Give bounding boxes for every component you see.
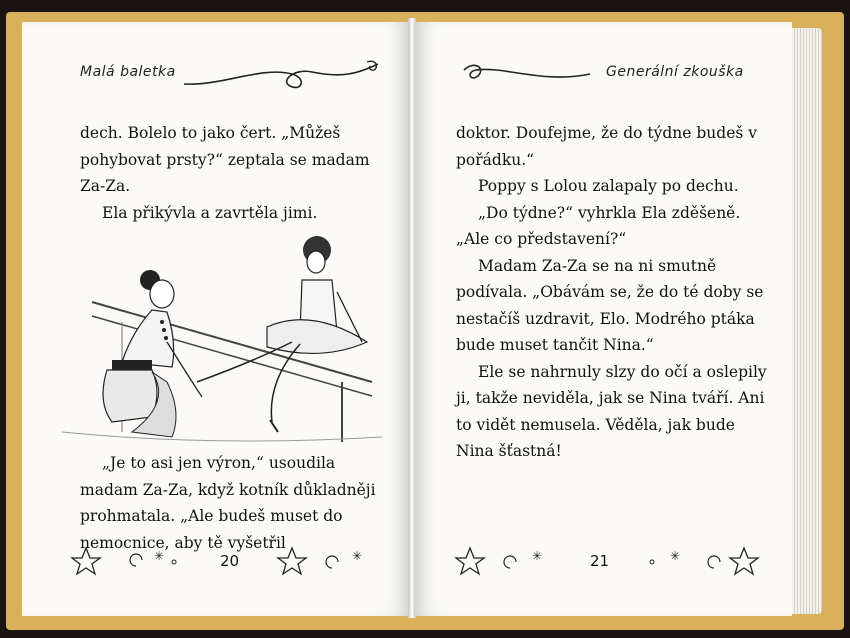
svg-text:✳: ✳ <box>532 549 543 563</box>
svg-text:✳: ✳ <box>670 549 681 563</box>
running-head-left: Malá baletka <box>80 64 176 80</box>
svg-text:✳: ✳ <box>154 549 165 563</box>
star-swirl-icon <box>450 542 560 582</box>
left-text-top <box>80 120 396 226</box>
paragraph: „Je to asi jen výron,“ usoudila madam Za-Za, když kotník důkladněji prohmatala. „Ale budeš muset do nemocnice, aby tě vyšetřil <box>80 454 376 552</box>
left-page <box>22 22 410 616</box>
running-head-right: Generální zkouška <box>606 64 744 80</box>
star-swirl-icon <box>272 542 382 582</box>
page-number-left: 20 <box>220 552 240 570</box>
paragraph: „Do týdne?“ vyhrkla Ela zděšeně. „Ale co představení?“ <box>456 203 741 248</box>
paragraph: doktor. Doufejme, že do týdne budeš v pořádku.“ <box>456 124 758 169</box>
svg-text:✳: ✳ <box>352 549 363 563</box>
paragraph: Ele se nahrnuly slzy do očí a oslepily ji, takže neviděla, jak se Nina tváří. Ani to vidět nemusela. Věděla, jak bude Nina šťastná! <box>456 362 767 460</box>
page-number-right: 21 <box>590 552 610 570</box>
paragraph: Poppy s Lolou zalapaly po dechu. <box>478 177 739 195</box>
ballet-illustration <box>52 232 382 452</box>
page-edges <box>792 28 822 614</box>
star-swirl-icon <box>644 542 774 582</box>
paragraph: dech. Bolelo to jako čert. „Můžeš pohybovat prsty?“ zeptala se madam Za-Za. <box>80 124 370 195</box>
right-text <box>456 120 768 465</box>
paragraph: Madam Za-Za se na ni smutně podívala. „Obávám se, že do té doby se nestačíš uzdravit, Elo. Modrého ptáka bude muset tančit Nina.“ <box>456 256 764 354</box>
flourish-ornament-icon <box>182 56 382 96</box>
left-text-bottom <box>80 450 396 556</box>
paragraph: Ela přikývla a zavrtěla jimi. <box>102 203 318 222</box>
flourish-ornament-icon <box>454 56 594 96</box>
right-page <box>414 22 792 616</box>
star-swirl-icon <box>66 542 186 582</box>
